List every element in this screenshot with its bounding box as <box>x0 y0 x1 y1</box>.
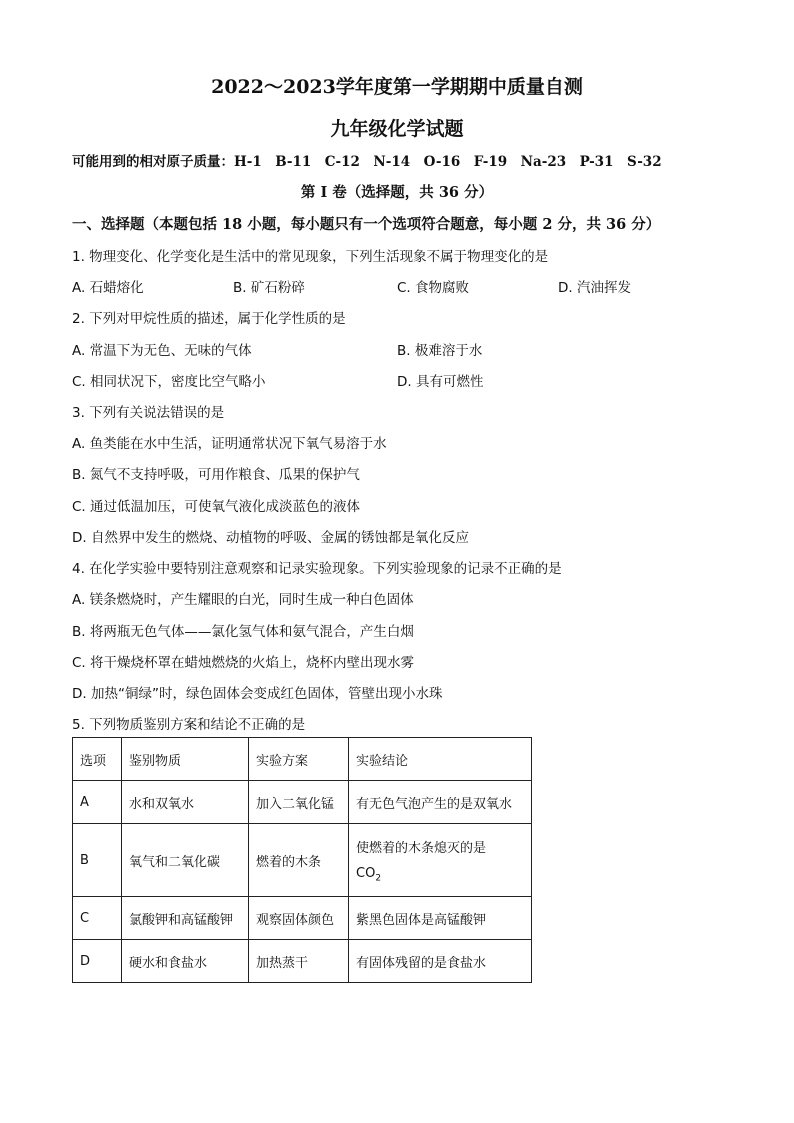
table-cell: 有固体残留的是食盐水 <box>349 940 532 983</box>
table-cell: 加入二氧化锰 <box>249 781 349 824</box>
q3-stem: 3. 下列有关说法错误的是 <box>72 405 225 421</box>
q3-option-c: C. 通过低温加压，可使氧气液化成淡蓝色的液体 <box>72 499 361 515</box>
table-header-cell: 实验方案 <box>249 738 349 781</box>
q1-option-b: B. 矿石粉碎 <box>233 280 305 296</box>
q2-option-c: C. 相同状况下，密度比空气略小 <box>72 374 266 390</box>
q3-option-d: D. 自然界中发生的燃烧、动植物的呼吸、金属的锈蚀都是氧化反应 <box>72 530 469 546</box>
table-cell: 观察固体颜色 <box>249 897 349 940</box>
q5-table <box>72 737 532 983</box>
table-row <box>73 824 532 897</box>
table-cell: D <box>73 940 122 983</box>
section-heading: 一、选择题（本题包括 18 小题，每小题只有一个选项符合题意，每小题 2 分，共 36 分） <box>72 216 661 233</box>
table-cell: 氯酸钾和高锰酸钾 <box>122 897 249 940</box>
q1-option-a: A. 石蜡熔化 <box>72 280 144 296</box>
table-cell: 有无色气泡产生的是双氧水 <box>349 781 532 824</box>
table-header-cell: 实验结论 <box>349 738 532 781</box>
exam-subtitle: 九年级化学试题 <box>330 118 464 140</box>
table-row <box>73 781 532 824</box>
conclusion-text: 使燃着的木条熄灭的是 <box>356 840 487 856</box>
table-row <box>73 897 532 940</box>
table-header-cell: 鉴别物质 <box>122 738 249 781</box>
atomic-masses-line: 可能用到的相对原子质量：H-1 B-11 C-12 N-14 O-16 F-19 Na-23 P-31 S-32 <box>72 154 662 170</box>
q4-option-c: C. 将干燥烧杯罩在蜡烛燃烧的火焰上，烧杯内壁出现水雾 <box>72 655 415 671</box>
q2-option-d: D. 具有可燃性 <box>397 374 484 390</box>
q5-stem: 5. 下列物质鉴别方案和结论不正确的是 <box>72 717 306 733</box>
q2-stem: 2. 下列对甲烷性质的描述，属于化学性质的是 <box>72 311 346 327</box>
table-cell: 水和双氧水 <box>122 781 249 824</box>
table-cell: C <box>73 897 122 940</box>
formula-co: CO <box>356 865 376 881</box>
table-cell: 硬水和食盐水 <box>122 940 249 983</box>
volume-heading: 第 I 卷（选择题，共 36 分） <box>300 184 494 201</box>
table-cell: 氧气和二氧化碳 <box>122 824 249 897</box>
table-row <box>73 940 532 983</box>
exam-title: 2022～2023学年度第一学期期中质量自测 <box>211 76 583 98</box>
q1-option-c: C. 食物腐败 <box>397 280 470 296</box>
table-header-row <box>73 738 532 781</box>
table-header-cell: 选项 <box>73 738 122 781</box>
q3-option-a: A. 鱼类能在水中生活，证明通常状况下氧气易溶于水 <box>72 436 387 452</box>
q4-option-b: B. 将两瓶无色气体——氯化氢气体和氨气混合，产生白烟 <box>72 624 414 640</box>
q4-option-a: A. 镁条燃烧时，产生耀眼的白光，同时生成一种白色固体 <box>72 592 414 608</box>
table-cell: 燃着的木条 <box>249 824 349 897</box>
table-cell: 紫黑色固体是高锰酸钾 <box>349 897 532 940</box>
q2-option-b: B. 极难溶于水 <box>397 343 483 359</box>
q4-option-d: D. 加热“铜绿”时，绿色固体会变成红色固体，管壁出现小水珠 <box>72 686 443 702</box>
formula-subscript: 2 <box>375 873 382 884</box>
q1-stem: 1. 物理变化、化学变化是生活中的常见现象，下列生活现象不属于物理变化的是 <box>72 249 549 265</box>
table-cell: 加热蒸干 <box>249 940 349 983</box>
q4-stem: 4. 在化学实验中要特别注意观察和记录实验现象。下列实验现象的记录不正确的是 <box>72 561 562 577</box>
table-cell: A <box>73 781 122 824</box>
table-cell <box>349 824 532 897</box>
q2-option-a: A. 常温下为无色、无味的气体 <box>72 343 252 359</box>
q1-option-d: D. 汽油挥发 <box>558 280 631 296</box>
table-cell: B <box>73 824 122 897</box>
co2-formula <box>356 866 524 884</box>
q3-option-b: B. 氮气不支持呼吸，可用作粮食、瓜果的保护气 <box>72 467 360 483</box>
